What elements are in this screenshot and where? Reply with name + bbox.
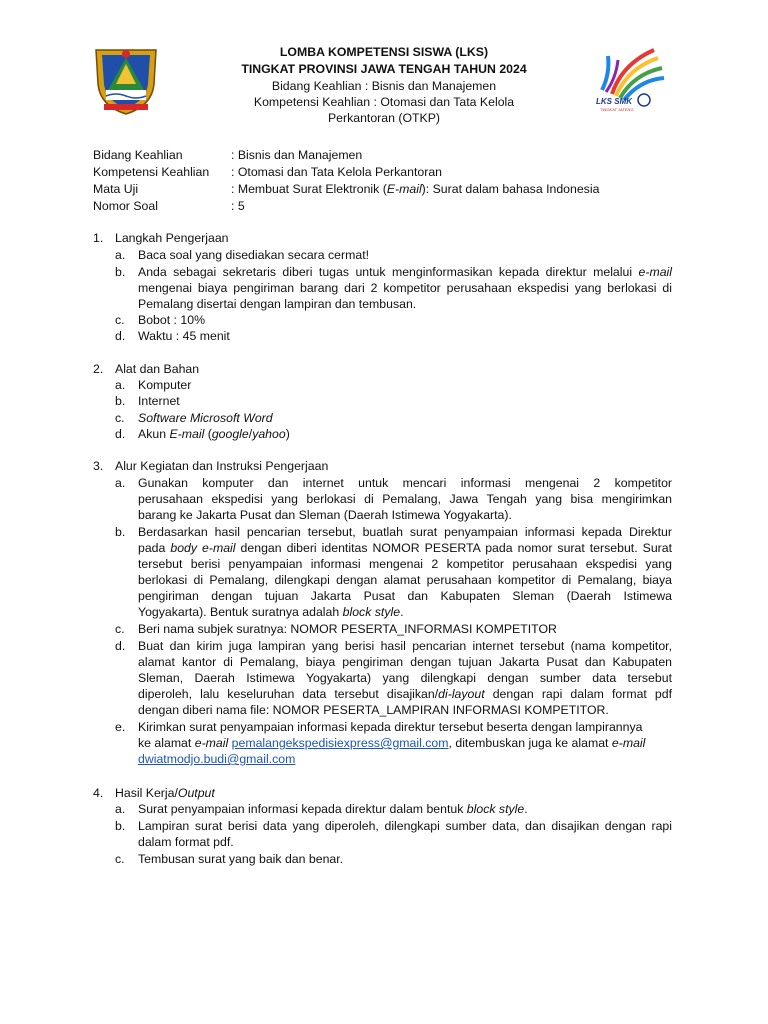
meta-nomor-value: : 5 bbox=[231, 199, 245, 213]
s4-a-text: Surat penyampaian informasi kepada direktur dalam bentuk block style. bbox=[138, 802, 528, 816]
s3-a-line3: barang ke Jakarta Pusat dan Sleman (Daerah Istimewa Yogyakarta). bbox=[138, 508, 512, 522]
section-1-title: Langkah Pengerjaan bbox=[115, 231, 229, 245]
meta-kompetensi-label: Kompetensi Keahlian bbox=[93, 165, 210, 179]
email-link-dwiatmodjo[interactable]: dwiatmodjo.budi@gmail.com bbox=[138, 752, 296, 766]
s4-c-text: Tembusan surat yang baik dan benar. bbox=[138, 852, 344, 866]
s4-a-marker: a. bbox=[115, 802, 126, 816]
meta-nomor-label: Nomor Soal bbox=[93, 199, 158, 213]
meta-bidang-label: Bidang Keahlian bbox=[93, 148, 183, 162]
s3-b-line4: berlokasi di Pemalang, dilengkapi dengan alamat perusahaan kompetitor di Pemalang, biaya bbox=[138, 573, 672, 587]
lks-logo-text: LKS SMK bbox=[596, 97, 632, 106]
s1-c-text: Bobot : 10% bbox=[138, 313, 205, 327]
s3-d-line2: alamat kantor di Pemalang, biaya pengiriman dengan tujuan Jakarta Pusat dan Kabupaten bbox=[138, 655, 672, 669]
s4-b-line2: dalam format pdf. bbox=[138, 835, 234, 849]
s4-b-line1: Lampiran surat berisi data yang diperoleh, dilengkapi sumber data, dan disajikan dengan rapi bbox=[138, 819, 672, 833]
s3-b-marker: b. bbox=[115, 525, 126, 539]
lks-smk-logo bbox=[592, 44, 668, 116]
meta-kompetensi-value: : Otomasi dan Tata Kelola Perkantoran bbox=[231, 165, 442, 179]
s1-b-line1: Anda sebagai sekretaris diberi tugas untuk menginformasikan kepada direktur melalui e-mail bbox=[138, 265, 673, 279]
section-2-number: 2. bbox=[93, 362, 104, 376]
section-3-title: Alur Kegiatan dan Instruksi Pengerjaan bbox=[115, 459, 329, 473]
s3-b-line3: tersebut berisi penyampaian informasi mengenai 2 kompetitor perusahaan ekspedisi yang bbox=[138, 557, 672, 571]
s1-b-line2: mengenai biaya pengiriman barang dari 2 kompetitor perusahaan ekspedisi yang berlokasi di bbox=[138, 281, 672, 295]
s3-b-line1: Berdasarkan hasil pencarian tersebut, buatlah surat penyampaian informasi kepada Direktur bbox=[138, 525, 672, 539]
header-kompetensi-keahlian: Kompetensi Keahlian : Otomasi dan Tata Kelola bbox=[253, 95, 515, 109]
s1-d-text: Waktu : 45 menit bbox=[138, 329, 230, 343]
meta-mata-uji-label: Mata Uji bbox=[93, 182, 139, 196]
s1-c-marker: c. bbox=[115, 313, 125, 327]
s3-e-marker: e. bbox=[115, 720, 126, 734]
meta-mata-uji-value: : Membuat Surat Elektronik (E-mail): Surat dalam bahasa Indonesia bbox=[231, 182, 600, 196]
section-3-number: 3. bbox=[93, 459, 104, 473]
lks-logo-subtext: TINGKAT JATENG bbox=[600, 107, 634, 112]
s2-c-text: Software Microsoft Word bbox=[138, 411, 273, 425]
section-1-number: 1. bbox=[93, 231, 104, 245]
s3-a-line2: perusahaan ekspedisi yang berlokasi di Pemalang, Jawa Tengah yang bisa mengirimkan bbox=[138, 492, 672, 506]
section-2-title: Alat dan Bahan bbox=[115, 362, 200, 376]
s3-e-line2: ke alamat e-mail pemalangekspedisiexpress@gmail.com, ditembuskan juga ke alamat e-mail bbox=[138, 736, 646, 750]
s3-d-line5: dengan diberi nama file: NOMOR PESERTA_LAMPIRAN INFORMASI KOMPETITOR. bbox=[138, 703, 609, 717]
s2-c-marker: c. bbox=[115, 411, 125, 425]
s2-b-marker: b. bbox=[115, 394, 126, 408]
meta-bidang-value: : Bisnis dan Manajemen bbox=[231, 148, 363, 162]
email-link-pemalang-ekspedisi[interactable]: pemalangekspedisiexpress@gmail.com bbox=[231, 736, 449, 750]
section-4-title: Hasil Kerja/Output bbox=[115, 786, 215, 800]
s3-a-line1: Gunakan komputer dan internet untuk mencari informasi mengenai 2 kompetitor bbox=[138, 476, 672, 490]
s3-e-line3 bbox=[138, 751, 295, 767]
s3-d-line4: diperoleh, lalu keseluruhan data tersebut disajikan/di-layout dengan rapi dalam format pdf bbox=[138, 687, 672, 701]
s3-e-line1: Kirimkan surat penyampaian informasi kepada direktur tersebut beserta dengan lampirannya bbox=[138, 720, 643, 734]
s3-c-marker: c. bbox=[115, 622, 125, 636]
section-4-number: 4. bbox=[93, 786, 104, 800]
header-bidang-keahlian: Bidang Keahlian : Bisnis dan Manajemen bbox=[271, 79, 497, 93]
central-java-emblem-logo bbox=[92, 44, 160, 116]
s1-a-text: Baca soal yang disediakan secara cermat! bbox=[138, 248, 370, 262]
s3-b-line5: pengiriman dengan tujuan Jakarta Pusat dan Kabupaten Sleman (Daerah Istimewa bbox=[138, 589, 672, 603]
s4-c-marker: c. bbox=[115, 852, 125, 866]
s4-b-marker: b. bbox=[115, 819, 126, 833]
s3-d-line3: Sleman, Daerah Istimewa Yogyakarta) yang dilengkapi dengan sumber data tersebut bbox=[138, 671, 672, 685]
header-kompetensi-keahlian-cont: Perkantoran (OTKP) bbox=[327, 111, 441, 125]
s2-b-text: Internet bbox=[138, 394, 180, 408]
s1-b-line3: Pemalang disertai dengan lampiran dan tembusan. bbox=[138, 297, 417, 311]
s3-d-line1: Buat dan kirim juga lampiran yang berisi hasil pencarian internet tersebut (nama kompetitor, bbox=[138, 639, 672, 653]
s3-b-line6: Yogyakarta). Bentuk suratnya adalah block style. bbox=[138, 605, 404, 619]
s2-d-text: Akun E-mail (google/yahoo) bbox=[138, 427, 290, 441]
s2-a-text: Komputer bbox=[138, 378, 192, 392]
document-subtitle: TINGKAT PROVINSI JAWA TENGAH TAHUN 2024 bbox=[241, 62, 527, 76]
s3-c-text: Beri nama subjek suratnya: NOMOR PESERTA_INFORMASI KOMPETITOR bbox=[138, 622, 557, 636]
s2-a-marker: a. bbox=[115, 378, 126, 392]
s2-d-marker: d. bbox=[115, 427, 126, 441]
s3-d-marker: d. bbox=[115, 639, 126, 653]
s1-d-marker: d. bbox=[115, 329, 126, 343]
s3-b-line2: pada body e-mail dengan diberi identitas NOMOR PESERTA pada nomor surat tersebut. Surat bbox=[138, 541, 673, 555]
s1-b-marker: b. bbox=[115, 265, 126, 279]
s3-a-marker: a. bbox=[115, 476, 126, 490]
s1-a-marker: a. bbox=[115, 248, 126, 262]
document-title: LOMBA KOMPETENSI SISWA (LKS) bbox=[279, 45, 489, 59]
